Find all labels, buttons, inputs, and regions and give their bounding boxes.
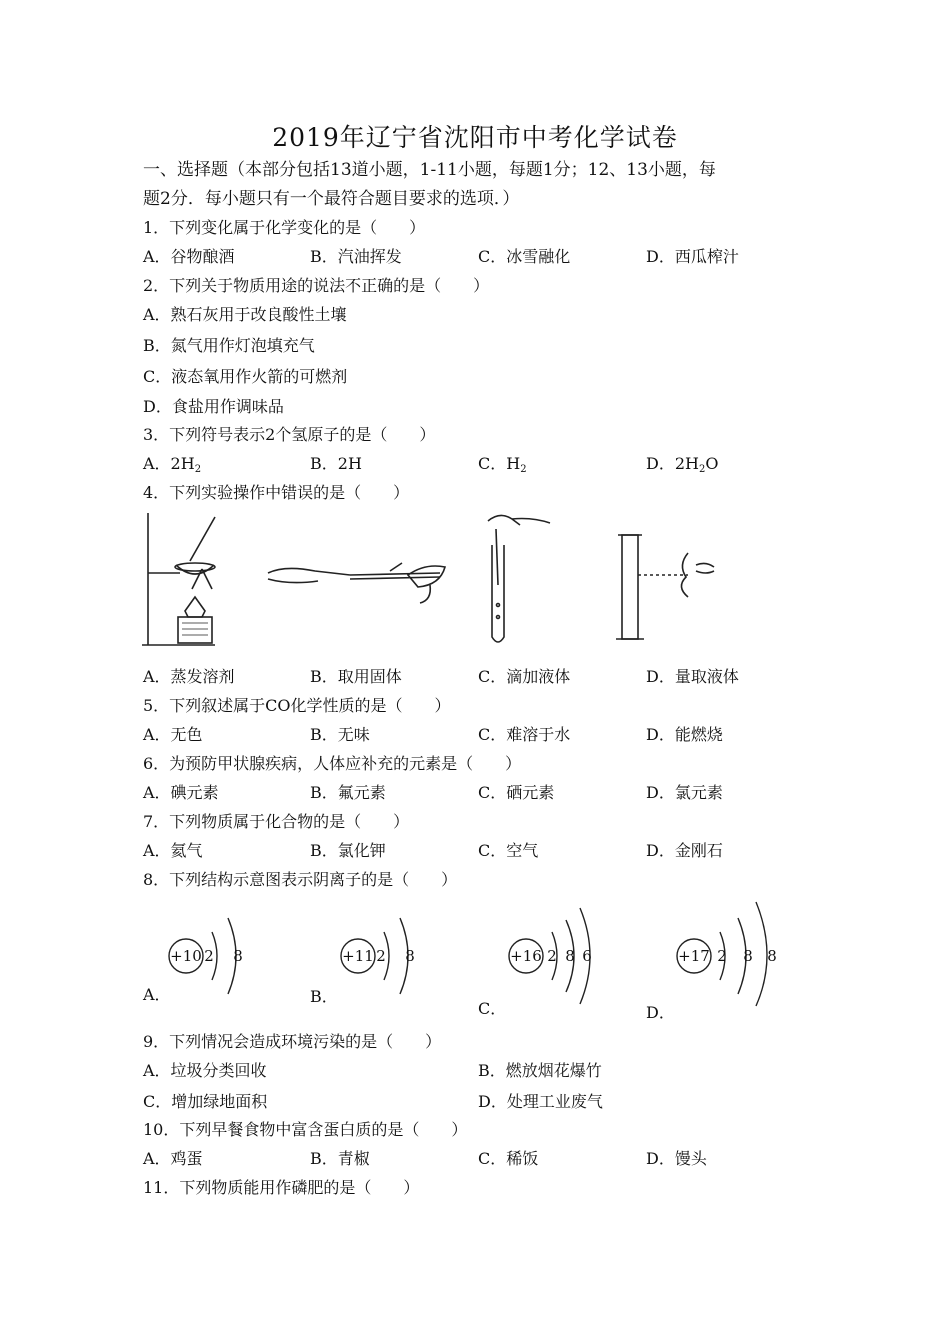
question-8-option-c: C． <box>478 999 507 1018</box>
question-3-option-d: D．$2H_2O$ <box>646 454 719 475</box>
question-10-option-b: B．青椒 <box>310 1149 370 1168</box>
diagram-b-shell-1: 2 <box>376 947 386 965</box>
question-8-stem: 8．下列结构示意图表示阴离子的是（ ） <box>143 870 458 889</box>
question-10-option-d: D．馒头 <box>646 1149 707 1168</box>
question-4-option-c: C．滴加液体 <box>478 667 571 686</box>
diagram-a-shell-2: 8 <box>233 947 243 965</box>
question-9-option-b: B．燃放烟花爆竹 <box>478 1061 602 1080</box>
evaporation-apparatus-icon <box>142 513 215 645</box>
question-3-stem: 3．下列符号表示2个氢原子的是（ ） <box>143 425 436 444</box>
diagram-b-nucleus: +11 <box>342 947 374 965</box>
question-6-option-c: C．硒元素 <box>478 783 555 802</box>
question-4-option-b: B．取用固体 <box>310 667 402 686</box>
section-heading-line1: 一、选择题（本部分包括13道小题，1-11小题，每题1分；12、13小题，每 <box>143 160 716 180</box>
question-2-option-b: B．氮气用作灯泡填充气 <box>143 336 315 355</box>
question-9-option-a: A．垃圾分类回收 <box>143 1061 267 1080</box>
question-1-option-c: C．冰雪融化 <box>478 247 571 266</box>
question-2-option-a: A．熟石灰用于改良酸性土壤 <box>143 305 347 324</box>
question-2-stem: 2．下列关于物质用途的说法不正确的是（ ） <box>143 276 490 295</box>
diagram-c-nucleus: +16 <box>510 947 542 965</box>
diagram-d-shell-2: 8 <box>743 947 753 965</box>
question-10-option-a: A．鸡蛋 <box>143 1149 203 1168</box>
question-4-option-d: D．量取液体 <box>646 667 739 686</box>
question-7-option-a: A．氦气 <box>143 841 203 860</box>
lab-operations-figure <box>140 505 750 660</box>
taking-solid-icon <box>268 563 445 603</box>
question-6-option-a: A．碘元素 <box>143 783 219 802</box>
question-4-stem: 4．下列实验操作中错误的是（ ） <box>143 483 410 502</box>
question-7-stem: 7．下列物质属于化合物的是（ ） <box>143 812 410 831</box>
question-7-option-b: B．氯化钾 <box>310 841 386 860</box>
question-5-option-b: B．无味 <box>310 725 370 744</box>
question-4-option-a: A．蒸发溶剂 <box>143 667 235 686</box>
atomic-structure-diagrams <box>160 898 800 1010</box>
diagram-a-nucleus: +10 <box>170 947 202 965</box>
section-heading-line2: 题2分．每小题只有一个最符合题目要求的选项．） <box>143 189 520 209</box>
question-2-option-d: D．食盐用作调味品 <box>143 397 284 416</box>
question-1-option-b: B．汽油挥发 <box>310 247 402 266</box>
dropping-liquid-icon <box>488 515 550 642</box>
diagram-d-nucleus: +17 <box>678 947 710 965</box>
question-5-option-c: C．难溶于水 <box>478 725 571 744</box>
diagram-c-shell-3: 6 <box>582 947 592 965</box>
diagram-d-shell-1: 2 <box>717 947 727 965</box>
graduated-cylinder-icon <box>616 535 714 639</box>
question-5-option-d: D．能燃烧 <box>646 725 723 744</box>
question-6-option-b: B．氟元素 <box>310 783 386 802</box>
page-title: 2019年辽宁省沈阳市中考化学试卷 <box>272 123 678 152</box>
diagram-a-shell-1: 2 <box>204 947 214 965</box>
question-3-option-b: B．2H <box>310 454 362 473</box>
question-5-option-a: A．无色 <box>143 725 203 744</box>
question-1-option-d: D．西瓜榨汁 <box>646 247 739 266</box>
question-1-option-a: A．谷物酿酒 <box>143 247 235 266</box>
question-10-stem: 10．下列早餐食物中富含蛋白质的是（ ） <box>143 1120 468 1139</box>
question-6-stem: 6．为预防甲状腺疾病，人体应补充的元素是（ ） <box>143 754 522 773</box>
question-2-option-c: C．液态氧用作火箭的可燃剂 <box>143 367 348 386</box>
question-8-option-a: A． <box>143 985 171 1004</box>
question-3-option-a: A．$2H_2$ <box>143 454 202 475</box>
question-1-stem: 1．下列变化属于化学变化的是（ ） <box>143 218 426 237</box>
diagram-c-shell-1: 2 <box>547 947 557 965</box>
diagram-c-shell-2: 8 <box>565 947 575 965</box>
diagram-d-shell-3: 8 <box>767 947 777 965</box>
question-9-option-c: C．增加绿地面积 <box>143 1092 268 1111</box>
question-5-stem: 5．下列叙述属于CO化学性质的是（ ） <box>143 696 451 715</box>
question-9-option-d: D．处理工业废气 <box>478 1092 603 1111</box>
question-10-option-c: C．稀饭 <box>478 1149 539 1168</box>
question-11-stem: 11．下列物质能用作磷肥的是（ ） <box>143 1178 420 1197</box>
question-7-option-c: C．空气 <box>478 841 539 860</box>
question-7-option-d: D．金刚石 <box>646 841 723 860</box>
question-9-stem: 9．下列情况会造成环境污染的是（ ） <box>143 1032 442 1051</box>
question-8-option-d: D． <box>646 1003 675 1022</box>
question-3-option-c: C．$H_2$ <box>478 454 527 475</box>
question-6-option-d: D．氯元素 <box>646 783 723 802</box>
diagram-b-shell-2: 8 <box>405 947 415 965</box>
question-8-option-b: B． <box>310 987 338 1006</box>
